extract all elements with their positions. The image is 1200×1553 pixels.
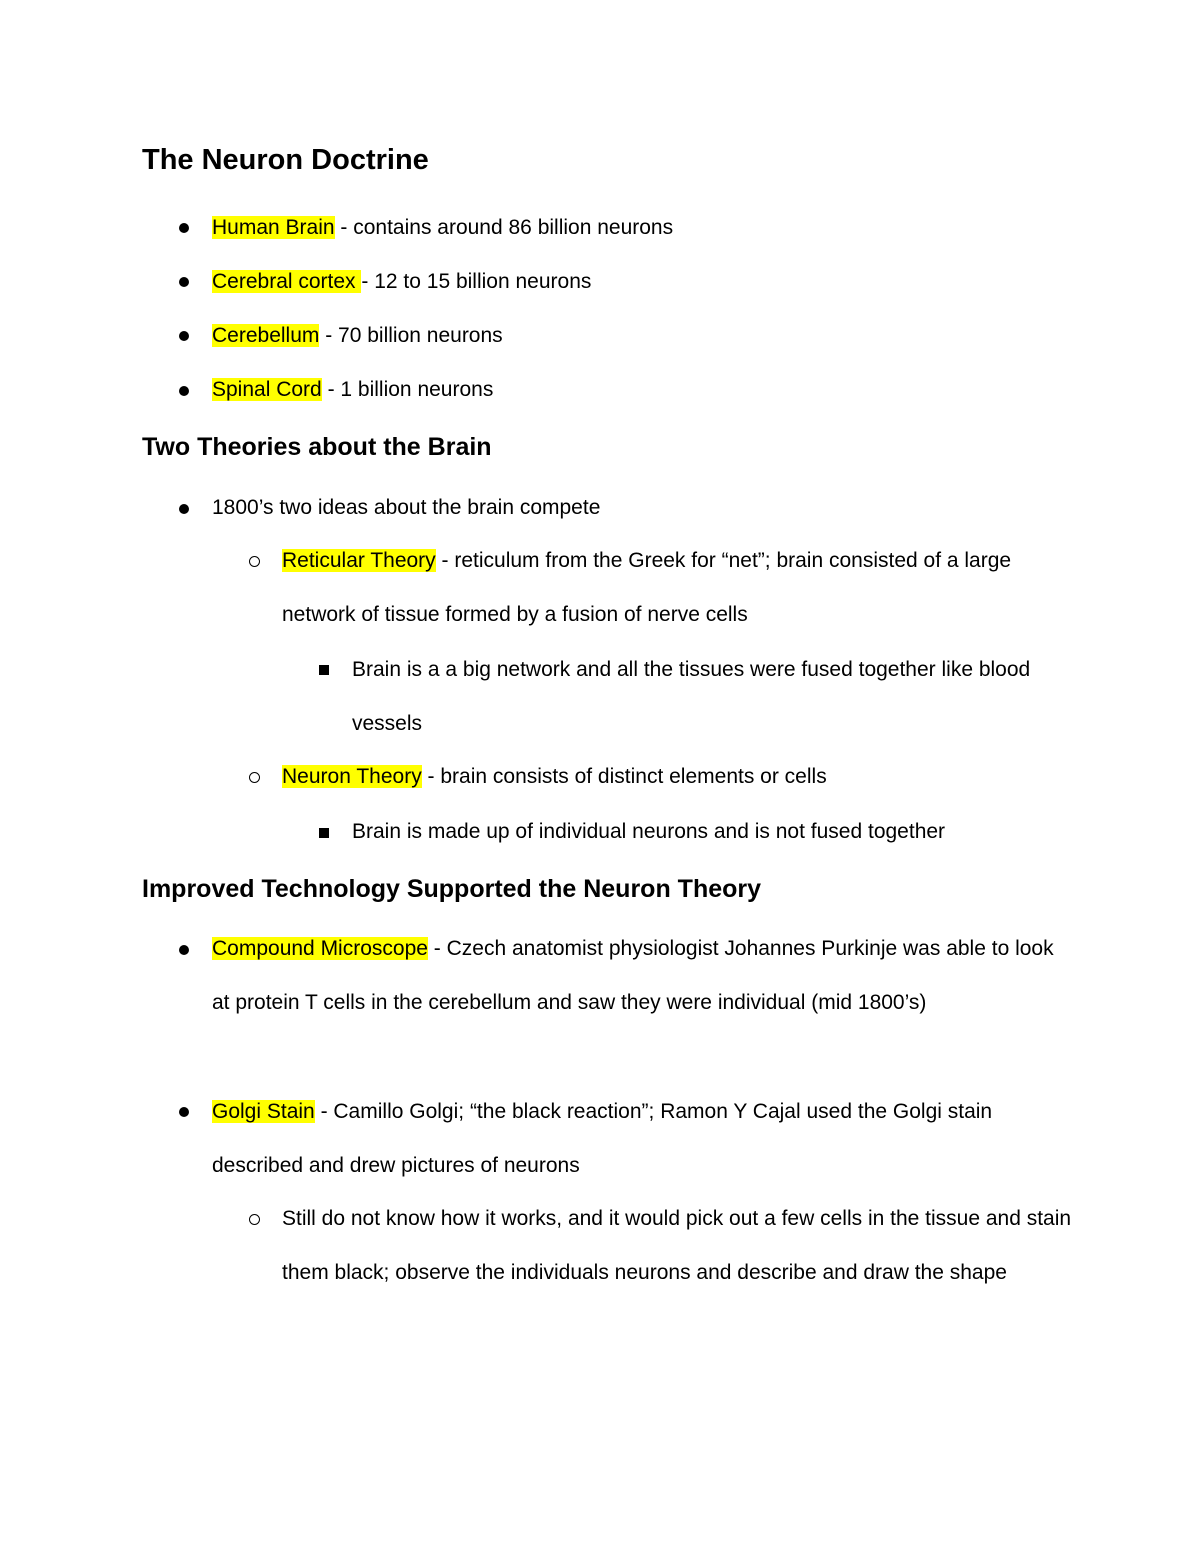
list-item-cerebral-cortex: [212, 255, 1072, 309]
bullet-disc-icon: [179, 386, 189, 396]
bullet-disc-icon: [179, 331, 189, 341]
highlighted-term: Golgi Stain: [212, 1100, 315, 1123]
bullet-square-icon: [319, 665, 329, 675]
list-item-neuron-detail: [352, 805, 1072, 859]
bullet-circle-icon: [249, 772, 260, 783]
list-item-two-ideas: [212, 481, 1072, 535]
bullet-disc-icon: [179, 945, 189, 955]
item-text: - contains around 86 billion neurons: [334, 216, 674, 239]
bullet-disc-icon: [179, 277, 189, 287]
item-text: Brain is a a big network and all the tissues were fused together like blood vessels: [352, 658, 1031, 735]
highlighted-term: Spinal Cord: [212, 378, 322, 401]
highlighted-term: Cerebellum: [212, 324, 320, 347]
list-item-cerebellum: [212, 309, 1072, 363]
list-item-golgi-stain: [212, 1085, 1072, 1193]
list-item-neuron-theory: [282, 750, 1072, 804]
bullet-square-icon: [319, 828, 329, 838]
item-text: - brain consists of distinct elements or cells: [421, 765, 827, 788]
section-heading-improved-technology: Improved Technology Supported the Neuron Theory: [142, 875, 762, 903]
highlighted-term: Reticular Theory: [282, 549, 436, 572]
highlighted-term: Neuron Theory: [282, 765, 422, 788]
bullet-circle-icon: [249, 556, 260, 567]
item-text: 1800’s two ideas about the brain compete: [212, 496, 601, 519]
list-item-human-brain: [212, 201, 1072, 255]
list-item-reticular-theory: [282, 534, 1072, 642]
item-text: - 70 billion neurons: [319, 324, 503, 347]
list-item-spinal-cord: [212, 363, 1072, 417]
list-item-reticular-detail: [352, 643, 1072, 751]
item-text: - Czech anatomist physiologist Johannes Purkinje was able to look at protein T cells in the cerebellum and saw they were individual (mid 1800’s): [212, 937, 1054, 1014]
highlighted-term: Cerebral cortex: [212, 270, 362, 293]
page-title: The Neuron Doctrine: [142, 144, 429, 176]
section-heading-two-theories: Two Theories about the Brain: [142, 433, 492, 461]
bullet-disc-icon: [179, 504, 189, 514]
highlighted-term: Human Brain: [212, 216, 335, 239]
bullet-disc-icon: [179, 223, 189, 233]
item-text: Brain is made up of individual neurons and is not fused together: [352, 820, 946, 843]
item-text: Still do not know how it works, and it would pick out a few cells in the tissue and stain them black; observe the individuals neurons and describe and draw the shape: [282, 1207, 1072, 1284]
bullet-disc-icon: [179, 1107, 189, 1117]
item-text: - 1 billion neurons: [321, 378, 494, 401]
item-text: - 12 to 15 billion neurons: [361, 270, 592, 293]
item-text: - Camillo Golgi; “the black reaction”; Ramon Y Cajal used the Golgi stain described and drew pictures of neurons: [212, 1100, 993, 1177]
bullet-circle-icon: [249, 1214, 260, 1225]
highlighted-term: Compound Microscope: [212, 937, 428, 960]
item-text: - reticulum from the Greek for “net”; brain consisted of a large network of tissue formed by a fusion of nerve cells: [282, 549, 1012, 626]
list-item-compound-microscope: [212, 922, 1072, 1030]
list-item-golgi-detail: [282, 1192, 1072, 1300]
